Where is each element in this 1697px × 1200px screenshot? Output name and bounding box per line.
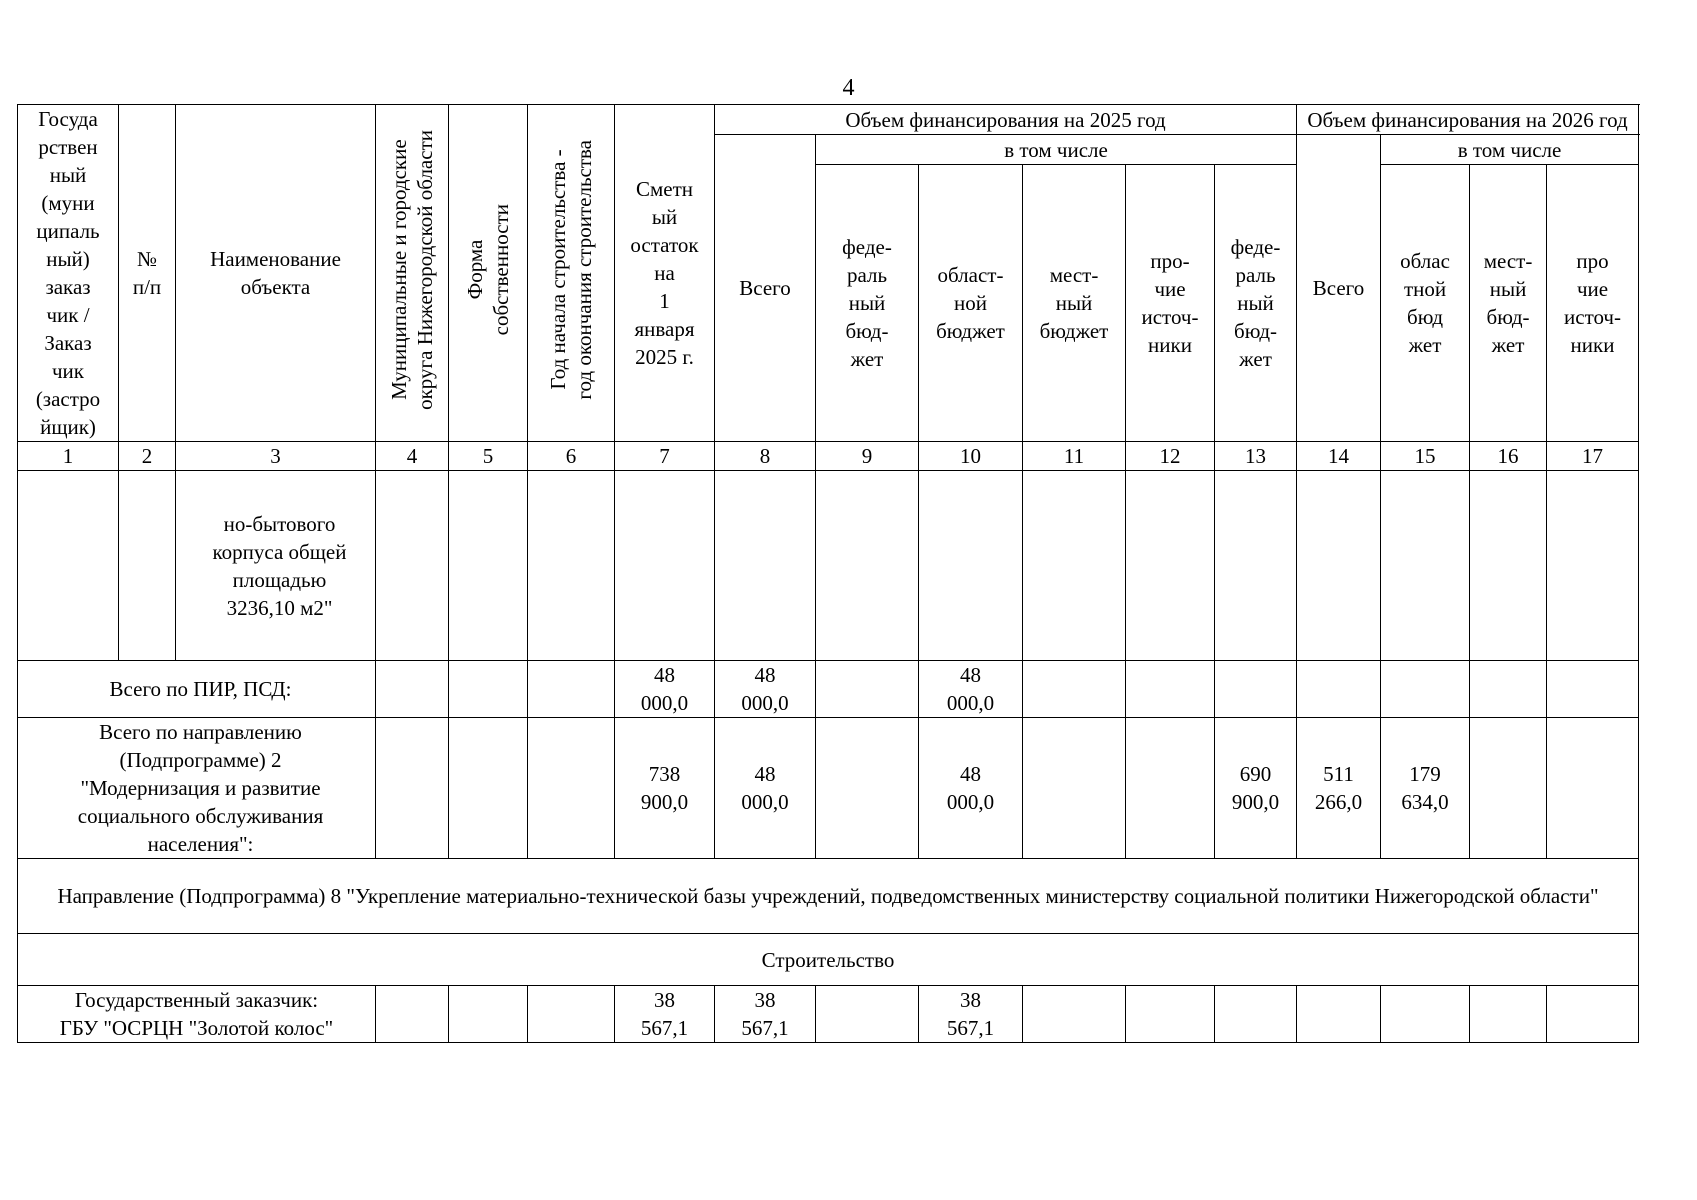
column-number: 15 bbox=[1381, 442, 1470, 471]
column-number: 6 bbox=[528, 442, 615, 471]
header-local-2026: мест- ный бюд- жет bbox=[1470, 165, 1547, 442]
table-row-customer bbox=[18, 986, 1639, 1043]
direction-federal-2026: 511 266,0 bbox=[1297, 718, 1381, 859]
header-years-cell bbox=[528, 105, 615, 442]
header-years: Год начала строительства - год окончания строительства bbox=[546, 139, 596, 400]
direction-total-label: Всего по направлению (Подпрограмме) 2 "Модернизация и развитие социального обслуживания населения": bbox=[18, 718, 376, 859]
customer-label: Государственный заказчик: ГБУ "ОСРЦН "Золотой колос" bbox=[18, 986, 376, 1043]
pir-total-label: Всего по ПИР, ПСД: bbox=[18, 661, 376, 718]
header-municipality: Муниципальные и городские округа Нижегородской области bbox=[387, 129, 437, 410]
page-number: 4 bbox=[842, 75, 855, 101]
header-municipality-cell bbox=[376, 105, 449, 442]
direction-regional-2026: 179 634,0 bbox=[1381, 718, 1470, 859]
column-number: 4 bbox=[376, 442, 449, 471]
object-name-continuation: но-бытового корпуса общей площадью 3236,10 м2" bbox=[176, 471, 376, 661]
header-vol-2025: Объем финансирования на 2025 год bbox=[715, 105, 1297, 135]
column-number: 10 bbox=[919, 442, 1023, 471]
table-row-pir-total bbox=[18, 661, 1639, 718]
header-vol-2026: Объем финансирования на 2026 год bbox=[1297, 105, 1639, 135]
header-other-2026: про чие источ- ники bbox=[1547, 165, 1639, 442]
header-local-2025: мест- ный бюджет bbox=[1023, 165, 1126, 442]
column-number: 13 bbox=[1215, 442, 1297, 471]
pir-regional-2025: 48 000,0 bbox=[919, 661, 1023, 718]
header-ownership-cell bbox=[449, 105, 528, 442]
table-row-continuation bbox=[18, 471, 1639, 661]
table-row-direction-8 bbox=[18, 859, 1639, 934]
column-number: 7 bbox=[615, 442, 715, 471]
direction-total-2025: 48 000,0 bbox=[715, 718, 816, 859]
column-number: 14 bbox=[1297, 442, 1381, 471]
construction-title: Строительство bbox=[18, 934, 1639, 986]
direction-total-estimate: 738 900,0 bbox=[615, 718, 715, 859]
column-number: 11 bbox=[1023, 442, 1126, 471]
header-federal-2026: феде- раль ный бюд- жет bbox=[1215, 165, 1297, 442]
table-row-construction bbox=[18, 934, 1639, 986]
customer-regional-2025: 38 567,1 bbox=[919, 986, 1023, 1043]
header-object-name: Наименование объекта bbox=[176, 105, 376, 442]
column-number: 12 bbox=[1126, 442, 1215, 471]
column-number: 8 bbox=[715, 442, 816, 471]
header-total-2026: Всего bbox=[1297, 135, 1381, 442]
customer-estimate: 38 567,1 bbox=[615, 986, 715, 1043]
header-incl-2026: в том числе bbox=[1381, 135, 1639, 165]
pir-total-estimate: 48 000,0 bbox=[615, 661, 715, 718]
header-incl-2025: в том числе bbox=[816, 135, 1297, 165]
header-regional-2026: облас тной бюд жет bbox=[1381, 165, 1470, 442]
direction-regional-2025: 48 000,0 bbox=[919, 718, 1023, 859]
header-num: № п/п bbox=[119, 105, 176, 442]
header-other-2025: про- чие источ- ники bbox=[1126, 165, 1215, 442]
pir-total-2025: 48 000,0 bbox=[715, 661, 816, 718]
header-regional-2025: област- ной бюджет bbox=[919, 165, 1023, 442]
direction-total-2026: 690 900,0 bbox=[1215, 718, 1297, 859]
column-number: 5 bbox=[449, 442, 528, 471]
column-number: 17 bbox=[1547, 442, 1639, 471]
header-total-2025: Всего bbox=[715, 135, 816, 442]
column-number: 1 bbox=[18, 442, 119, 471]
header-federal-2025: феде- раль ный бюд- жет bbox=[816, 165, 919, 442]
table-row-direction-total bbox=[18, 718, 1639, 859]
column-number: 16 bbox=[1470, 442, 1547, 471]
header-estimate: Сметн ый остаток на 1 января 2025 г. bbox=[615, 105, 715, 442]
financing-table bbox=[17, 104, 1639, 1043]
column-number-row bbox=[18, 442, 1639, 471]
direction-8-title: Направление (Подпрограмма) 8 "Укрепление материально-технической базы учреждений, подведомственных министерству социальной политики Нижегородской области" bbox=[18, 859, 1639, 934]
column-number: 9 bbox=[816, 442, 919, 471]
column-number: 2 bbox=[119, 442, 176, 471]
header-ownership: Форма собственности bbox=[463, 203, 513, 336]
customer-total-2025: 38 567,1 bbox=[715, 986, 816, 1043]
header-customer: Госуда рствен ный (муни ципаль ный) заказ чик / Заказ чик (застро йщик) bbox=[18, 105, 119, 442]
column-number: 3 bbox=[176, 442, 376, 471]
